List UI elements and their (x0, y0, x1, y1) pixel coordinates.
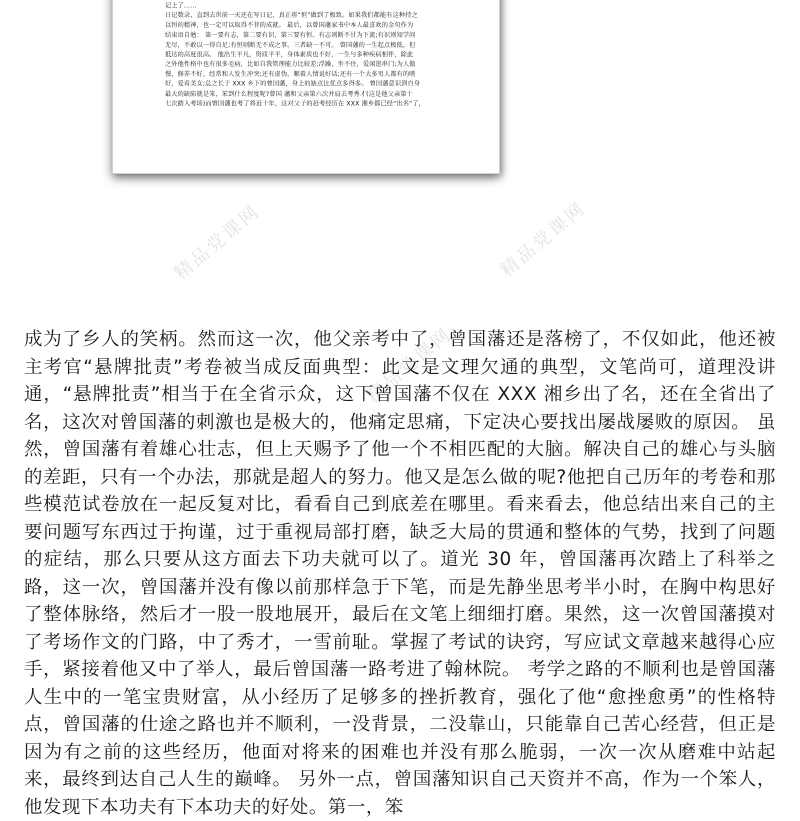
document-body: 成为了乡人的笑柄。然而这一次，他父亲考中了，曾国藩还是落榜了，不仅如此，他还被主考官“悬牌批责”考卷被当成反面典型：此文是文理欠通的典型，文笔尚可，道理没讲通，“悬牌批责”相当于在全省示众，这下曾国藩不仅在 XXX 湘乡出了名，还在全省出了名，这次对曾国藩的刺激也是极大的，他痛定思痛，下定决心要找出屡战屡败的原因。 虽然，曾国藩有着雄心壮志，但上天赐予了他一个不相匹配的大脑。解决自己的雄心与头脑的差距，只有一个办法，那就是超人的努力。他又是怎么做的呢?他把自己历年的考卷和那些模范试卷放在一起反复对比，看看自己到底差在哪里。看来看去，他总结出来自己的主要问题写东西过于拘谨，过于重视局部打磨，缺乏大局的贯通和整体的气势，找到了问题的症结，那么只要从这方面去下功夫就可以了。道光 30 年，曾国藩再次踏上了科举之路，这一次，曾国藩并没有像以前那样急于下笔，而是先静坐思考半小时，在胸中构思好了整体脉络，然后才一股一股地展开，最后在文笔上细细打磨。果然，这一次曾国藩摸对了考场作文的门路，中了秀才，一雪前耻。掌握了考试的诀窍，写应试文章越来越得心应手，紧接着他又中了举人，最后曾国藩一路考进了翰林院。 考学之路的不顺利也是曾国藩人生中的一笔宝贵财富，从小经历了足够多的挫折教育，强化了他“愈挫愈勇”的性格特点，曾国藩的仕途之路也并不顺利，一没背景，二没靠山，只能靠自己苦心经营，但正是因为有之前的这些经历，他面对将来的困难也并没有那么脆弱，一次一次从磨难中站起来，最终到达自己人生的巅峰。 另外一点，曾国藩知识自己天资并不高，作为一个笨人，他发现下本功夫有下本功夫的好处。第一，笨 (24, 329, 776, 818)
thumbnail-line: 日记数录，直到去世前一天还在写日记，真正将“恒”做到了极致。如果我们都能有这种持之 (165, 11, 418, 20)
thumbnail-line: 七次踏入考场)而曾国藩也考了将近十年，这对父子的赶考经历在 XXX 湘乡都已经“出名”了， (165, 99, 425, 108)
watermark: 精品党课网 (496, 197, 591, 282)
thumbnail-line: 记上了…… (165, 2, 197, 10)
thumbnail-line: 无尽，不敢以一得自足;有恒则断无不成之事。三者缺一不可。 曾国藩的一生起点极低，但 (165, 41, 416, 49)
thumbnail-line: 慢，修养不好，经常和人发生冲突;还有虚伪，顺着人情说好话;还有一个大多男人都有的嗜 (165, 70, 416, 78)
thumbnail-line: 之外他性格中也有很多毛病，比如自我管理能力比较差;浮躁，坐不住，爱闲逛串门;为人傲 (165, 60, 416, 69)
watermark: 精品党课网 (170, 200, 265, 285)
watermark: 精品党课网 (362, 323, 457, 408)
thumbnail-line: 最大的缺陷就是笨，笨到什么程度呢?曾国 藩和父亲第六次并肩去考秀才(这是他父亲第十 (165, 90, 413, 98)
page-thumbnail (112, 0, 500, 174)
thumbnail-text (165, 1, 500, 109)
thumbnail-line: 抵达的高度很高。 他出生平凡，资质平平，身体素质也不好，一生与多种疾病相伴，除此 (165, 51, 414, 59)
thumbnail-line: 好，爱看美女;总之长于 XXX 乡下的曾国藩，身上的缺点比优点多得多。 曾国藩意识到自身 (165, 80, 421, 88)
thumbnail-line: 以恒的精神，也一定可以取得不菲的成就。 最后，以曾国藩家书中本人最喜欢的金句作为 (165, 21, 414, 29)
thumbnail-line: 结束语自勉： 第一要有志，第二要有识，第三要有恒。有志则断不甘为下流;有识则知学问 (165, 31, 416, 39)
